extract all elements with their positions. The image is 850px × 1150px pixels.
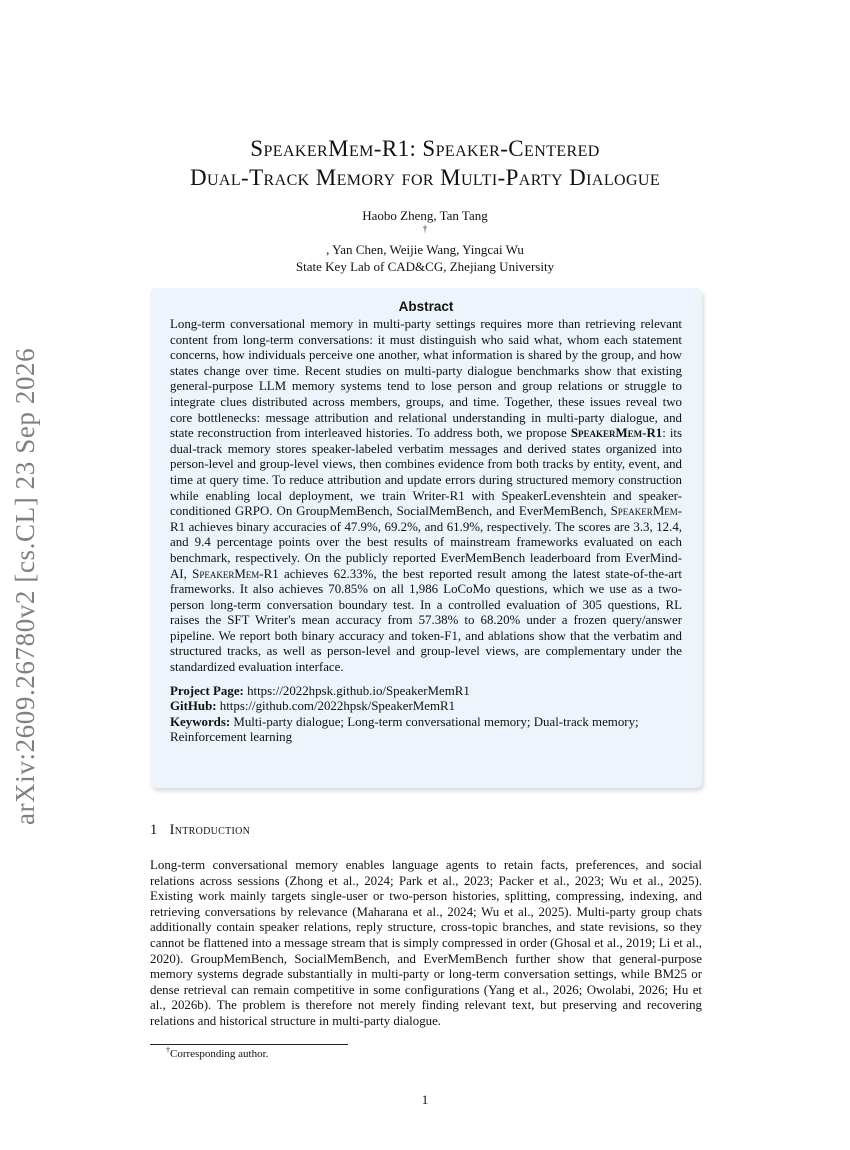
keywords-label: Keywords: <box>170 714 231 729</box>
footnote-text: Corresponding author. <box>170 1048 269 1060</box>
abstract-text <box>170 317 682 676</box>
github-label: GitHub: <box>170 699 217 714</box>
section-number: 1 <box>150 822 158 838</box>
author-block <box>60 207 790 275</box>
project-page-link[interactable]: https://2022hpsk.github.io/SpeakerMemR1 <box>243 683 470 698</box>
github-link[interactable]: https://github.com/2022hpsk/SpeakerMemR1 <box>216 699 456 714</box>
abstract-text-part-4: achieves 62.33%, the best reported result among the latest state-of-the-art frameworks. It also achieves 70.85% on all 1,986 LoCoMo questions, which we use as a two-person long-term conversation boundary test. In a controlled evaluation of 305 questions, RL raises the SFT Writer's mean accuracy from 57.38% to 68.20% under a frozen query/answer pipeline. We report both binary accuracy and token-F1, and ablations show that the verbatim and structured tracks, as well as person-level and group-level views, are complementary under the standardized evaluation interface. <box>170 566 682 675</box>
github-line <box>170 699 682 715</box>
author-names-part-1: Haobo Zheng, Tan Tang <box>362 208 488 223</box>
footnote-divider <box>150 1044 348 1045</box>
keywords-line <box>170 715 682 746</box>
project-page-line <box>170 684 682 700</box>
corresponding-author-mark: † <box>422 223 428 234</box>
abstract-heading: Abstract <box>398 299 454 314</box>
author-names <box>60 207 790 258</box>
introduction-paragraph: Long-term conversational memory enables language agents to retain facts, preferences, and social relations across sessions (Zhong et al., 2024; Park et al., 2023; Packer et al., 2023; Wu et al., 2025). Existing work mainly targets single-user or two-person histories, splitting, compressing, indexing, and retrieving conversations by relevance (Maharana et al., 2024; Wu et al., 2025). Multi-party group chats additionally contain speaker relations, reply structure, cross-topic branches, and state revisions, so they cannot be flattened into a message stream that is simply compressed in order (Ghosal et al., 2019; Li et al., 2020). GroupMemBench, SocialMemBench, and EverMemBench further show that general-purpose memory systems degrade substantially in multi-party or long-term conversation settings, while BM25 or dense retrieval can remain competitive in some configurations (Yang et al., 2026; Owolabi, 2026; Hu et al., 2026b). The problem is therefore not merely finding relevant text, but preserving and recovering relations and historical structure in multi-party dialogue. <box>150 858 702 1028</box>
abstract-box <box>150 288 702 788</box>
abstract-text-part-1: Long-term conversational memory in multi-party settings requires more than retrieving relevant content from long-term conversations: it must distinguish who said what, whom each statement concerns, how individuals perceive one another, what information is shared by the group, and how states change over time. Recent studies on multi-party dialogue benchmarks show that existing general-purpose LLM memory systems tend to lose person and group relations or struggle to integrate clues distributed across members, groups, and time. Together, these issues reveal two core bottlenecks: message attribution and relational understanding in multi-party dialogue, and state reconstruction from interleaved histories. To address both, we propose <box>170 317 682 441</box>
system-name-suffix: -R1 <box>259 566 279 581</box>
section-title: Introduction <box>169 822 251 838</box>
arxiv-identifier-stamp: arXiv:2609.26780v2 [cs.CL] 23 Sep 2026 <box>10 347 40 825</box>
system-name-suffix: -R1 <box>170 504 682 534</box>
title-line-2: Dual-Track Memory for Multi-Party Dialogue <box>189 165 661 190</box>
author-affiliation: State Key Lab of CAD&CG, Zhejiang University <box>295 259 555 274</box>
page-number: 1 <box>421 1092 429 1107</box>
keywords-value: Multi-party dialogue; Long-term conversational memory; Dual-track memory; Reinforcement learning <box>170 714 639 745</box>
footnote-mark: † <box>166 1045 170 1055</box>
abstract-text-part-2: : its dual-track memory stores speaker-labeled verbatim messages and derived states organized into person-level and group-level views, then combines evidence from both tracks by entity, event, and time at query time. To reduce attribution and update errors during structured memory construction while enabling local deployment, we train Writer-R1 with SpeakerLevenshtein and speaker-conditioned GRPO. On GroupMemBench, SocialMemBench, and EverMemBench, <box>170 426 683 519</box>
footnote <box>166 1045 269 1061</box>
paper-title <box>60 134 790 192</box>
system-name: SpeakerMem-R1 <box>570 426 663 441</box>
project-page-label: Project Page: <box>170 683 244 698</box>
abstract-text-part-3: achieves binary accuracies of 47.9%, 69.2%, and 61.9%, respectively. The scores are 3.3, 12.4, and 9.4 percentage points over the best results of mainstream frameworks evaluated on each benchmark, respectively. On the publicly reported EverMemBench leaderboard from EverMind-AI, <box>170 519 682 581</box>
title-line-1: SpeakerMem-R1: Speaker-Centered <box>250 136 600 161</box>
abstract-metadata <box>170 684 682 746</box>
author-names-part-2: , Yan Chen, Weijie Wang, Yingcai Wu <box>326 242 524 257</box>
system-name-inline: SpeakerMem <box>192 566 260 581</box>
system-name-inline: SpeakerMem <box>610 504 678 519</box>
section-heading-introduction <box>150 822 250 839</box>
